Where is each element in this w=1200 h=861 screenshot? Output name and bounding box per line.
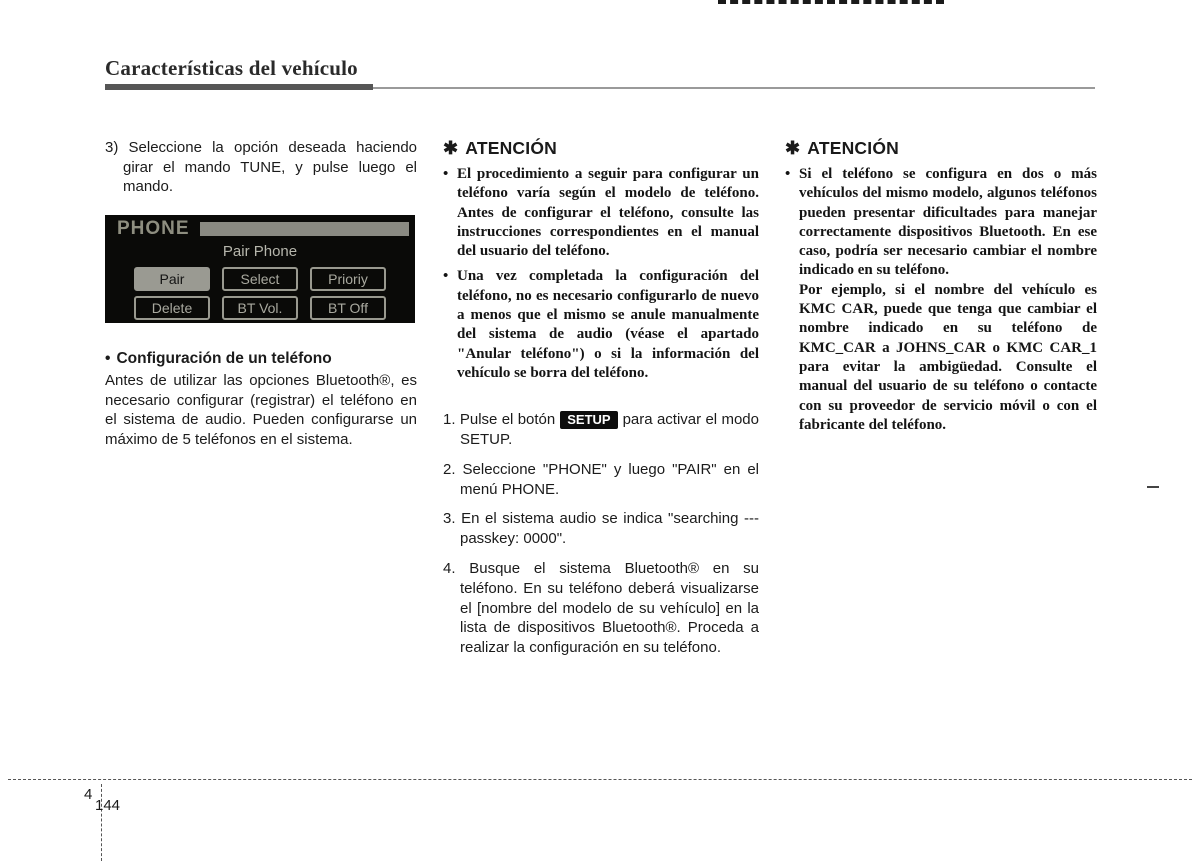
display-button-grid bbox=[109, 267, 411, 320]
attention-heading bbox=[443, 138, 759, 159]
display-button-bt-off: BT Off bbox=[310, 296, 386, 320]
header-rule-accent bbox=[105, 84, 373, 90]
chapter-number: 4 bbox=[84, 786, 93, 803]
right-column bbox=[785, 138, 1097, 435]
attention-item-text: Si el teléfono se configura en dos o más vehículos del mismo modelo, algunos teléfonos pueden presentar dificultades para manejar correctamente dispositivos Bluetooth. En ese caso, podría ser necesario cambiar el nombre indicado en su teléfono. bbox=[799, 166, 1097, 279]
bullet-mark: • bbox=[785, 166, 791, 182]
section-heading-text: Configuración de un teléfono bbox=[116, 350, 332, 367]
display-screen-title: Pair Phone bbox=[222, 243, 298, 260]
pairing-step-3: 3. En el sistema audio se indica "searching --- passkey: 0000". bbox=[443, 510, 759, 548]
attention-heading bbox=[785, 138, 1097, 159]
display-button-bt-vol: BT Vol. bbox=[222, 296, 298, 320]
display-button-select: Select bbox=[222, 267, 298, 291]
pairing-step-1 bbox=[443, 410, 759, 450]
audio-system-display bbox=[105, 215, 415, 323]
step-text: para activar el modo SETUP. bbox=[460, 411, 759, 449]
page-title: Características del vehículo bbox=[105, 56, 358, 80]
bullet-mark: • bbox=[105, 350, 111, 367]
display-button-priority: Prioriy bbox=[310, 267, 386, 291]
attention-heading-text: ATENCIÓN bbox=[807, 138, 899, 158]
footer-vertical-dashes bbox=[101, 784, 102, 861]
attention-item-continued: Por ejemplo, si el nombre del vehículo es KMC CAR, puede que tenga que cambiar el nombre indicado en su teléfono de KMC_CAR a JOHNS_CAR o KMC CAR_1 para evitar la ambigüedad. Consulte el manual del usuario de su teléfono o contacte con su proveedor de servicio móvil o con el fabricante del teléfono. bbox=[799, 281, 1097, 433]
crop-mark-top bbox=[718, 0, 944, 4]
display-header-row bbox=[109, 218, 411, 240]
attention-asterisk-icon: ✱ bbox=[443, 138, 459, 158]
display-button-delete: Delete bbox=[134, 296, 210, 320]
pairing-step-2: 2. Seleccione "PHONE" y luego "PAIR" en el menú PHONE. bbox=[443, 460, 759, 498]
section-heading bbox=[105, 350, 332, 368]
pairing-steps bbox=[443, 410, 759, 658]
bullet-mark: • bbox=[443, 268, 449, 285]
attention-item bbox=[443, 165, 759, 261]
attention-asterisk-icon: ✱ bbox=[785, 138, 801, 158]
attention-item bbox=[785, 165, 1097, 281]
middle-column bbox=[443, 138, 759, 668]
page-number: 144 bbox=[95, 797, 121, 814]
display-phone-label: PHONE bbox=[117, 218, 190, 239]
pairing-step-4: 4. Busque el sistema Bluetooth® en su teléfono. En su teléfono deberá visualizarse el [nombre del modelo de su vehículo] en la lista de dispositivos Bluetooth®. Proceda a realizar la configuración en su teléfono. bbox=[443, 560, 759, 657]
left-column bbox=[105, 138, 417, 448]
attention-item bbox=[443, 267, 759, 383]
display-button-pair: Pair bbox=[134, 267, 210, 291]
bullet-mark: • bbox=[443, 166, 449, 182]
attention-heading-text: ATENCIÓN bbox=[465, 138, 557, 158]
setup-button-label: SETUP bbox=[560, 411, 617, 429]
instruction-step-3: 3) Seleccione la opción deseada haciendo girar el mando TUNE, y pulse luego el mando. bbox=[105, 139, 417, 195]
step-text: 1. Pulse el botón bbox=[443, 411, 556, 429]
section-paragraph: Antes de utilizar las opciones Bluetooth®, es necesario configurar (registrar) el teléfono en el sistema de audio. Pueden configurarse un máximo de 5 teléfonos en el sistema. bbox=[105, 372, 417, 448]
crop-mark-right bbox=[1147, 486, 1159, 488]
footer-dashed-rule bbox=[8, 779, 1192, 780]
attention-item-text: Una vez completada la configuración del teléfono, no es necesario configurarlo de nuevo a menos que el mismo se anule manualmente del sistema de audio (véase el apartado "Anular teléfono") o si la información del vehículo se borra del teléfono. bbox=[457, 268, 759, 381]
display-header-bar bbox=[200, 222, 409, 236]
attention-item-text: El procedimiento a seguir para configurar un teléfono varía según el modelo de teléfono. Antes de configurar el teléfono, consulte las instrucciones correspondientes en el manual del usuario del teléfono. bbox=[457, 166, 759, 260]
